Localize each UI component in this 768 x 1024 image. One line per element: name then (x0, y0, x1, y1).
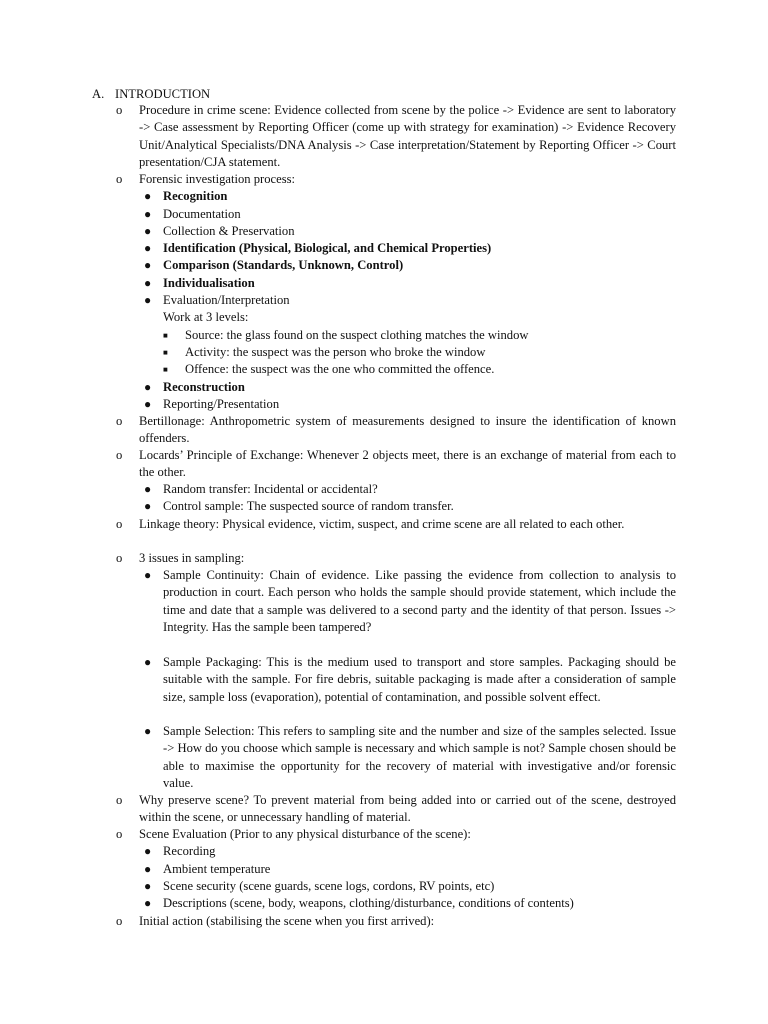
bullet-icon: ● (144, 878, 152, 893)
subitem (139, 481, 676, 498)
subitem-text: Random transfer: Incidental or accidental? (163, 482, 378, 497)
bullet-icon: ● (144, 379, 152, 394)
list-item-preserve-scene (116, 792, 676, 826)
level-text: Offence: the suspect was the one who committed the offence. (185, 362, 495, 377)
bullet-icon: ● (144, 861, 152, 876)
bullet-icon: ● (144, 844, 152, 859)
outline-marker-icon: o (116, 516, 123, 531)
step-text: Reconstruction (163, 379, 245, 394)
item-text: Bertillonage: Anthropometric system of measurements designed to insure the identification of known offenders. (139, 414, 676, 446)
step-text: Collection & Preservation (163, 223, 295, 238)
bullet-icon: ● (144, 568, 152, 583)
item-text: Procedure in crime scene: Evidence collected from scene by the police -> Evidence are sent to laboratory -> Case assessment by Reporting Officer (come up with strategy for examination) -> Evidence Recovery Unit/Analytical Specialists/DNA Analysis -> Case interpretation/Statement by Reporting Officer -> Court presentation/CJA statement. (139, 103, 676, 169)
bullet-icon: ● (144, 655, 152, 670)
list-item-locard (116, 447, 676, 481)
subitem-text: Recording (163, 844, 216, 859)
step-item (139, 257, 676, 274)
section-title: INTRODUCTION (115, 87, 211, 101)
outline-marker-icon: o (116, 448, 123, 463)
level-item (163, 361, 676, 378)
outline-marker-icon: o (116, 550, 123, 565)
bullet-icon: ● (144, 275, 152, 290)
bullet-icon: ● (144, 241, 152, 256)
level-item (163, 344, 676, 361)
issue-text: Sample Selection: This refers to sampling site and the number and size of the samples selected. Issue -> How do you choose which sample is necessary and which sample is not? Sample chosen should be able to maximise the opportunity for the recovery of material with investigative and/or forensic value. (163, 724, 676, 790)
step-item (139, 188, 676, 205)
subitem (139, 878, 676, 895)
issue-item (139, 723, 676, 792)
item-text: 3 issues in sampling: (139, 550, 245, 565)
item-text: Why preserve scene? To prevent material from being added into or carried out of the scene, destroyed within the scene, or unnecessary handling of material. (139, 793, 676, 825)
subitem (139, 861, 676, 878)
step-item (139, 396, 676, 413)
scene-evaluation-list (139, 843, 676, 912)
step-item (139, 206, 676, 223)
subitem-text: Scene security (scene guards, scene logs, cordons, RV points, etc) (163, 878, 495, 893)
step-text: Evaluation/Interpretation (163, 293, 290, 308)
step-text: Identification (Physical, Biological, and Chemical Properties) (163, 241, 492, 256)
issue-text: Sample Packaging: This is the medium used to transport and store samples. Packaging should be suitable with the sample. For fire debris, suitable packaging is made after a consideration of sample size, sample loss (evaporation), potential of contamination, and possible solvent effect. (163, 655, 676, 704)
outline-marker-icon: o (116, 172, 123, 186)
step-item (139, 275, 676, 292)
list-item-forensic-process (116, 171, 676, 188)
outline-marker-icon: o (116, 827, 123, 842)
step-item (139, 223, 676, 240)
subitem (139, 895, 676, 912)
bullet-icon: ● (144, 206, 152, 221)
list-item-procedure (116, 102, 676, 171)
square-bullet-icon: ■ (163, 365, 168, 375)
subitem-text: Descriptions (scene, body, weapons, clothing/disturbance, conditions of contents) (163, 896, 574, 911)
step-text: Reporting/Presentation (163, 396, 280, 411)
section-heading (92, 86, 210, 103)
sampling-issues-list (139, 567, 676, 792)
bullet-icon: ● (144, 499, 152, 514)
section-label: A. (92, 87, 105, 101)
list-item-sampling-issues (116, 550, 676, 567)
outline-marker-icon: o (116, 103, 123, 117)
step-text: Individualisation (163, 275, 255, 290)
step-text: Documentation (163, 206, 241, 221)
outline-list (116, 102, 676, 930)
subitem (139, 498, 676, 515)
list-item-scene-evaluation (116, 826, 676, 843)
item-text: Linkage theory: Physical evidence, victim, suspect, and crime scene are all related to each other. (139, 516, 625, 531)
bullet-icon: ● (144, 293, 152, 308)
forensic-process-steps (139, 188, 676, 413)
issue-item (139, 654, 676, 723)
bullet-icon: ● (144, 482, 152, 497)
bullet-icon: ● (144, 396, 152, 411)
outline-marker-icon: o (116, 414, 123, 429)
outline-marker-icon: o (116, 793, 123, 808)
item-text: Scene Evaluation (Prior to any physical disturbance of the scene): (139, 827, 471, 842)
level-text: Source: the glass found on the suspect clothing matches the window (185, 327, 529, 342)
bullet-icon: ● (144, 223, 152, 238)
list-item-linkage (116, 516, 676, 550)
step-item (139, 240, 676, 257)
bullet-icon: ● (144, 724, 152, 739)
step-text: Comparison (Standards, Unknown, Control) (163, 258, 404, 273)
level-text: Activity: the suspect was the person who broke the window (185, 344, 486, 359)
bullet-icon: ● (144, 258, 152, 273)
level-item (163, 327, 676, 344)
step-item (139, 379, 676, 396)
square-bullet-icon: ■ (163, 330, 168, 340)
outline-marker-icon: o (116, 913, 123, 928)
square-bullet-icon: ■ (163, 347, 168, 357)
subitem (139, 843, 676, 860)
subitem-text: Control sample: The suspected source of random transfer. (163, 499, 454, 514)
subitem-text: Ambient temperature (163, 861, 271, 876)
list-item-initial-action (116, 913, 676, 930)
bullet-icon: ● (144, 189, 152, 204)
item-text: Locards’ Principle of Exchange: Whenever 2 objects meet, there is an exchange of material from each to the other. (139, 448, 676, 480)
step-item (139, 292, 676, 309)
step-text: Recognition (163, 189, 228, 204)
issue-text: Sample Continuity: Chain of evidence. Like passing the evidence from collection to analysis to production in court. Each person who holds the sample should provide statement, which include the time and date that a sample was delivered to a second party and the identity of that person. Issues -> Integrity. Has the sample been tampered? (163, 568, 676, 634)
issue-item (139, 567, 676, 654)
list-item-bertillonage (116, 413, 676, 447)
work-levels-label: Work at 3 levels: (163, 310, 249, 325)
bullet-icon: ● (144, 896, 152, 911)
item-text: Initial action (stabilising the scene when you first arrived): (139, 913, 435, 928)
locard-subitems (139, 481, 676, 516)
item-text: Forensic investigation process: (139, 172, 295, 186)
